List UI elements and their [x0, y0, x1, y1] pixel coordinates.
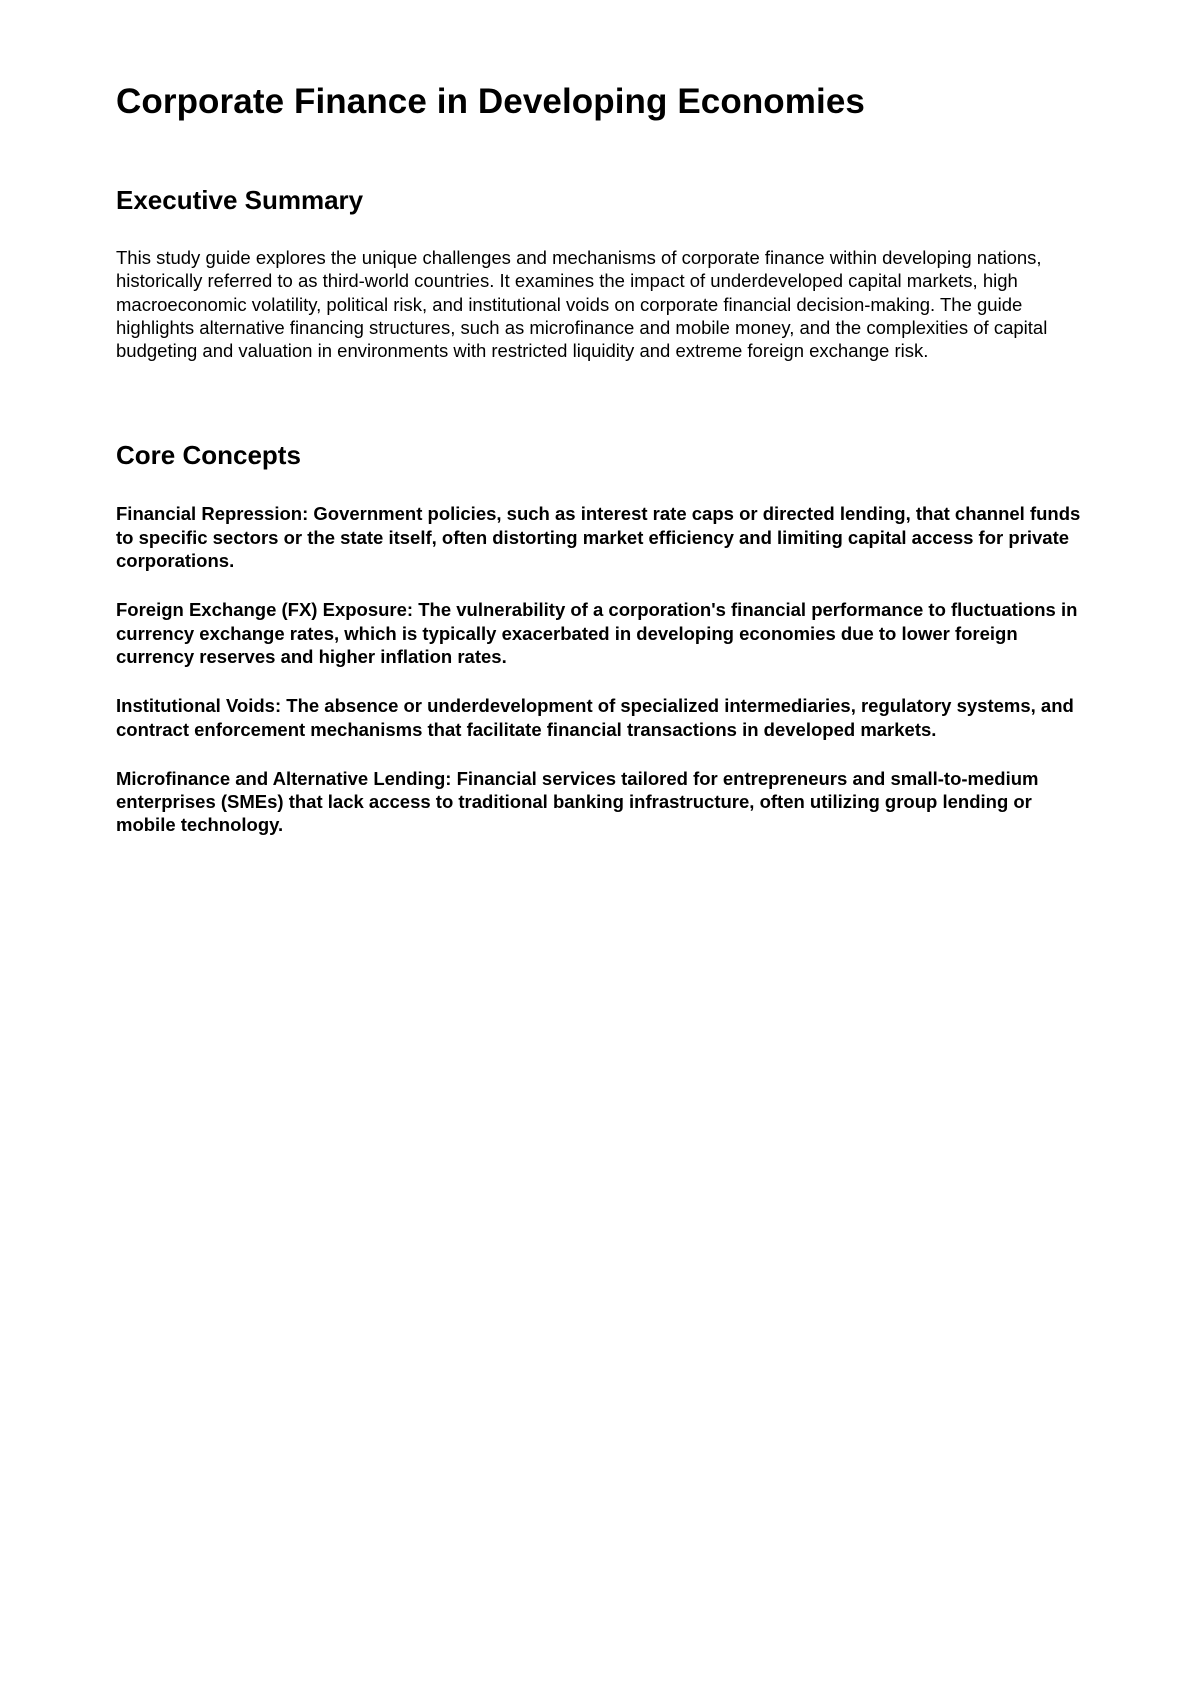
core-concepts-list — [116, 502, 1096, 836]
concept-term: Financial Repression : — [116, 503, 313, 524]
executive-summary-text: This study guide explores the unique challenges and mechanisms of corporate finance within developing nations, historically referred to as third-world countries. It examines the impact of underdeveloped capital markets, high macroeconomic volatility, political risk, and institutional voids on corporate financial decision-making. The guide highlights alternative financing structures, such as microfinance and mobile money, and the complexities of capital budgeting and valuation in environments with restricted liquidity and extreme foreign exchange risk. — [116, 247, 1048, 362]
concept-definition: Government policies, such as interest rate caps or directed lending, that channel funds to specific sectors or the state itself, often distorting market efficiency and limiting capital access for private corporations. — [116, 503, 1081, 572]
concept-fx-exposure — [116, 598, 1096, 668]
concept-definition: The absence or underdevelopment of specialized intermediaries, regulatory systems, and contract enforcement mechanisms that facilitate financial transactions in developed markets. — [116, 695, 1074, 740]
concept-definition: The vulnerability of a corporation's financial performance to fluctuations in currency exchange rates, which is typically exacerbated in developing economies due to lower foreign currency reserves and higher inflation rates. — [116, 599, 1078, 667]
concept-financial-repression — [116, 502, 1096, 572]
core-concepts-heading: Core Concepts — [116, 440, 301, 471]
concept-microfinance — [116, 767, 1096, 837]
document-title: Corporate Finance in Developing Economies — [116, 82, 865, 121]
concept-term: Foreign Exchange (FX) Exposure : — [116, 599, 418, 620]
concept-term: Institutional Voids : — [116, 695, 286, 716]
concept-definition: Financial services tailored for entrepreneurs and small-to-medium enterprises (SMEs) that lack access to traditional banking infrastructure, often utilizing group lending or mobile technology. — [116, 767, 1039, 836]
concept-term: Microfinance and Alternative Lending : — [116, 768, 457, 789]
executive-summary-heading: Executive Summary — [116, 185, 364, 215]
concept-institutional-voids — [116, 694, 1096, 741]
document-content — [116, 74, 1096, 863]
